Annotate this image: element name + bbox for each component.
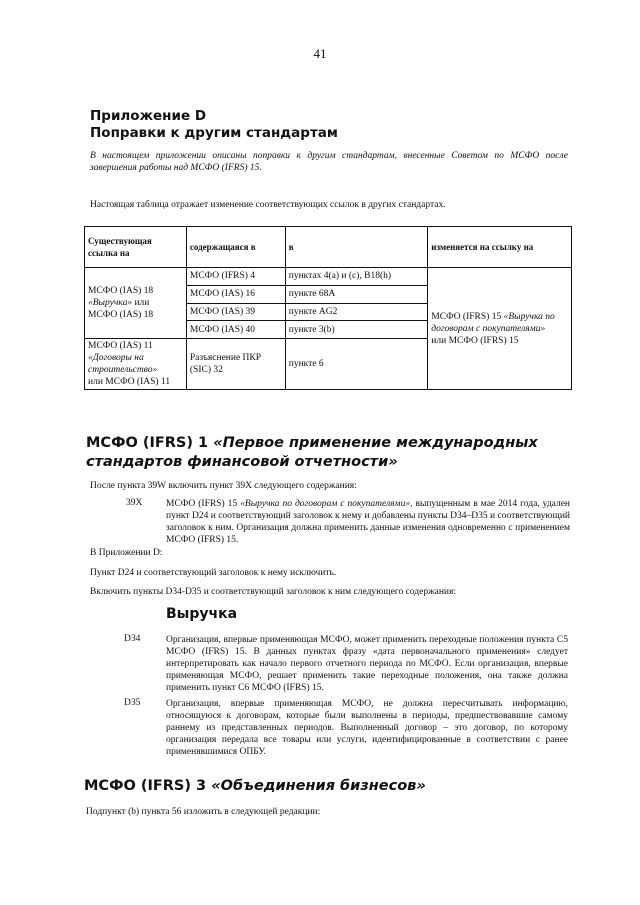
table-intro: Настоящая таблица отражает изменение соответствующих ссылок в других стандартах. bbox=[90, 200, 446, 210]
table-header-row bbox=[85, 227, 572, 268]
appendix-title-line2: Поправки к другим стандартам bbox=[90, 125, 338, 141]
cell-in: пункте 6 bbox=[285, 339, 428, 390]
paragraph-number-d35: D35 bbox=[124, 698, 141, 708]
header-existing-ref: Существующая ссылка на bbox=[85, 227, 187, 268]
page-number: 41 bbox=[313, 46, 327, 61]
header-changed-to: изменяется на ссылку на bbox=[428, 227, 572, 268]
cell-contained: МСФО (IFRS) 4 bbox=[186, 268, 285, 286]
cell-contained: МСФО (IAS) 39 bbox=[186, 303, 285, 321]
header-contained-in: содержащаяся в bbox=[186, 227, 285, 268]
appendix-intro: В настоящем приложении описаны поправки к другим стандартам, внесенные Советом по МСФО после завершения работы над МСФО (IFRS) 15. bbox=[90, 151, 568, 173]
after-39w-text: После пункта 39W включить пункт 39X следующего содержания: bbox=[90, 481, 357, 491]
appendix-title-line1: Приложение D bbox=[90, 108, 207, 124]
ifrs3-heading: МСФО (IFRS) 3 «Объединения бизнесов» bbox=[84, 778, 426, 794]
appendix-title bbox=[90, 108, 338, 142]
cell-in: пункте 3(b) bbox=[285, 321, 428, 339]
paragraph-d35: Организация, впервые применяющая МСФО, не должна пересчитывать информацию, относящуюся к договорам, которые были выполнены в периоды, предшествовавшие самому раннему из представленных периодов. Выполненный договор – это договор, по которому организация передала все товары или услуги, идентифицированные в соответствии с ранее применявшимися ОПБУ. bbox=[166, 699, 568, 757]
references-table bbox=[84, 226, 572, 390]
delete-d24-text: Пункт D24 и соответствующий заголовок к нему исключить. bbox=[90, 568, 337, 578]
paragraph-d34: Организация, впервые применяющая МСФО, может применить переходные положения пункта C5 МСФО (IFRS) 15. В данных пунктах фразу «дата первоначального применения» следует интерпретировать как начало первого отчетного периода по МСФО. Если организация, впервые применяющая МСФО, решает применить такие переходные положения, она также должна применить пункт C6 МСФО (IFRS) 15. bbox=[166, 635, 568, 693]
cell-existing-ias18: МСФО (IAS) 18 «Выручка» или МСФО (IAS) 18 bbox=[85, 268, 187, 339]
table-row bbox=[85, 268, 572, 286]
cell-in: пунктах 4(a) и (c), B18(h) bbox=[285, 268, 428, 286]
revenue-subheading: Выручка bbox=[166, 606, 238, 622]
cell-contained: МСФО (IAS) 40 bbox=[186, 321, 285, 339]
cell-contained: МСФО (IAS) 16 bbox=[186, 285, 285, 303]
cell-contained: Разъяснение ПКР (SIC) 32 bbox=[186, 339, 285, 390]
paragraph-number-39x: 39X bbox=[126, 498, 143, 508]
in-appendix-d: В Приложении D: bbox=[90, 548, 163, 558]
paragraph-number-d34: D34 bbox=[124, 634, 141, 644]
paragraph-39x: МСФО (IFRS) 15 «Выручка по договорам с покупателями», выпущенным в мае 2014 года, удален пункт D24 и соответствующий заголовок к нему и добавлены пункты D34–D35 и соответствующий заголовок к ним. Организация должна применить данные изменения одновременно с применением МСФО (IFRS) 15. bbox=[166, 499, 570, 545]
cell-in: пункте 68A bbox=[285, 285, 428, 303]
cell-in: пункте AG2 bbox=[285, 303, 428, 321]
include-d34-text: Включить пункты D34-D35 и соответствующий заголовок к ним следующего содержания: bbox=[90, 587, 457, 597]
cell-changed-to: МСФО (IFRS) 15 «Выручка по договорам с покупателями» или МСФО (IFRS) 15 bbox=[428, 268, 572, 390]
header-in: в bbox=[285, 227, 428, 268]
ifrs1-heading: МСФО (IFRS) 1 «Первое применение международных стандартов финансовой отчетности» bbox=[86, 435, 538, 470]
ifrs3-subparagraph: Подпункт (b) пункта 56 изложить в следующей редакции: bbox=[86, 807, 321, 817]
cell-existing-ias11: МСФО (IAS) 11 «Договоры на строительство» или МСФО (IAS) 11 bbox=[85, 339, 187, 390]
